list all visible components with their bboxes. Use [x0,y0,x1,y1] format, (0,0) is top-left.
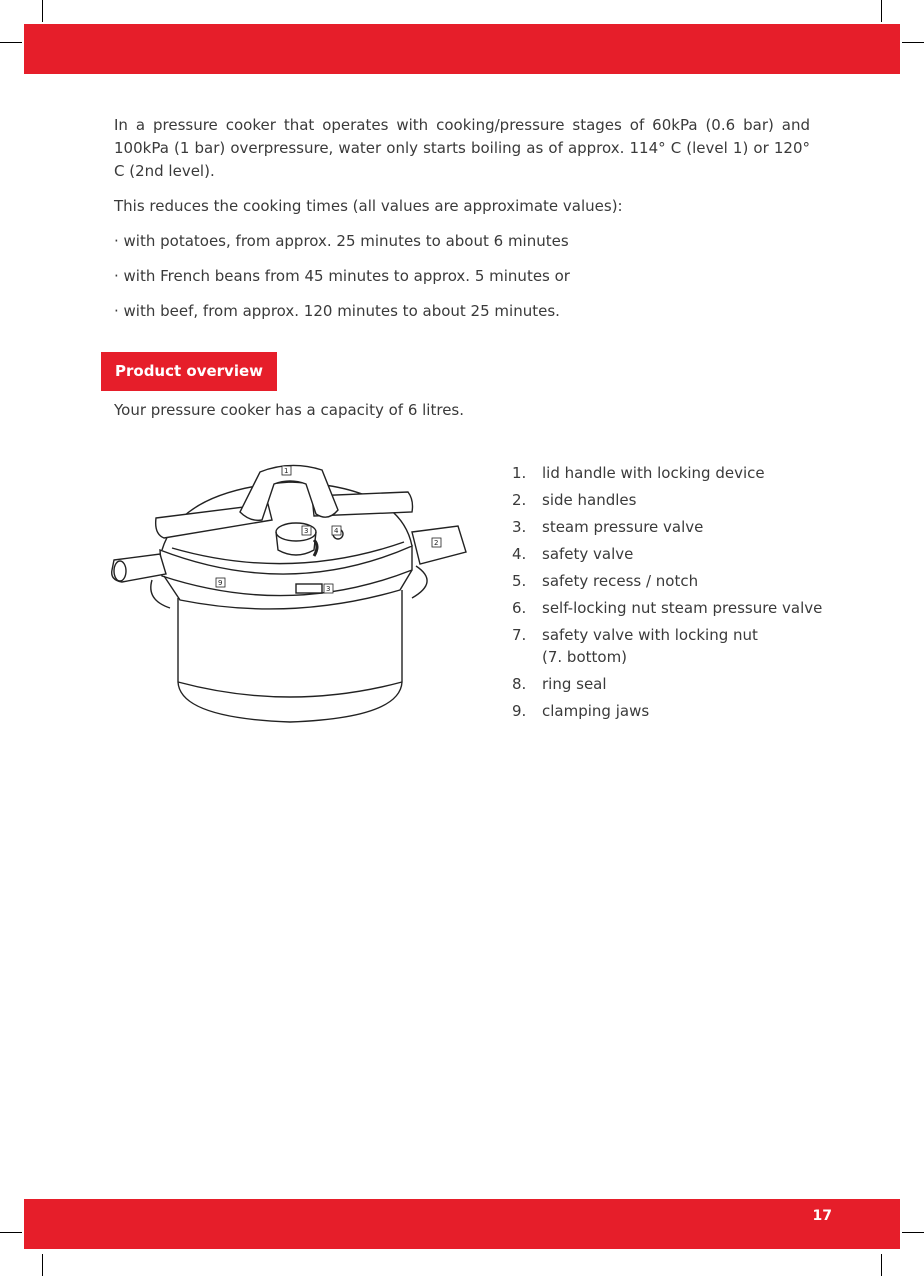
crop-mark [881,1254,882,1276]
left-side-handle [112,554,166,582]
callout-9 [216,578,225,587]
pot-body [178,590,402,722]
svg-text:1: 1 [284,467,289,475]
parts-list-item: 1. lid handle with locking device [512,464,765,482]
footer-band [24,1199,900,1249]
svg-text:3: 3 [326,585,331,593]
crop-mark [902,42,924,43]
section-heading: Product overview [101,352,277,391]
crop-mark [881,0,882,22]
parts-list-item: 8. ring seal [512,675,607,693]
svg-text:3: 3 [304,527,309,535]
crop-mark [42,1254,43,1276]
callout-2 [432,538,441,547]
parts-list-item: 3. steam pressure valve [512,518,704,536]
crop-mark [902,1232,924,1233]
crop-mark [0,1232,22,1233]
svg-text:9: 9 [218,579,223,587]
page-number: 17 [812,1208,832,1224]
parts-list-item: 9. clamping jaws [512,702,650,720]
reduces-paragraph: This reduces the cooking times (all values are approximate values): [114,197,623,215]
callout-3 [302,526,311,535]
header-band [24,24,900,74]
callout-4 [332,526,341,535]
bullet-item: · with beef, from approx. 120 minutes to about 25 minutes. [114,302,560,320]
callout-1 [282,466,291,475]
left-handle-bracket [151,580,170,608]
bullet-item: · with French beans from 45 minutes to approx. 5 minutes or [114,267,570,285]
parts-list-item: 7. safety valve with locking nut (7. bottom) [512,626,758,666]
intro-text [114,114,810,335]
callout-3-lower [324,584,333,593]
parts-list-item: 6. self-locking nut steam pressure valve [512,599,823,617]
parts-list-item: 2. side handles [512,491,637,509]
pressure-cooker-illustration [100,450,480,750]
crop-mark [42,0,43,22]
crop-mark [0,42,22,43]
parts-list-item: 5. safety recess / notch [512,572,699,590]
bullet-item: · with potatoes, from approx. 25 minutes to about 6 minutes [114,232,569,250]
right-handle-bracket [412,566,427,598]
parts-list-item: 4. safety valve [512,545,634,563]
intro-paragraph: In a pressure cooker that operates with cooking/pressure stages of 60kPa (0.6 bar) and 100kPa (1 bar) overpressure, water only starts boiling as of approx. 114° C (level 1) or 120° C (2nd level). [114,116,810,180]
svg-text:4: 4 [334,527,339,535]
pot-base-line [178,682,402,697]
svg-text:2: 2 [434,539,439,547]
parts-list [512,462,822,727]
capacity-text: Your pressure cooker has a capacity of 6 litres. [114,401,465,419]
